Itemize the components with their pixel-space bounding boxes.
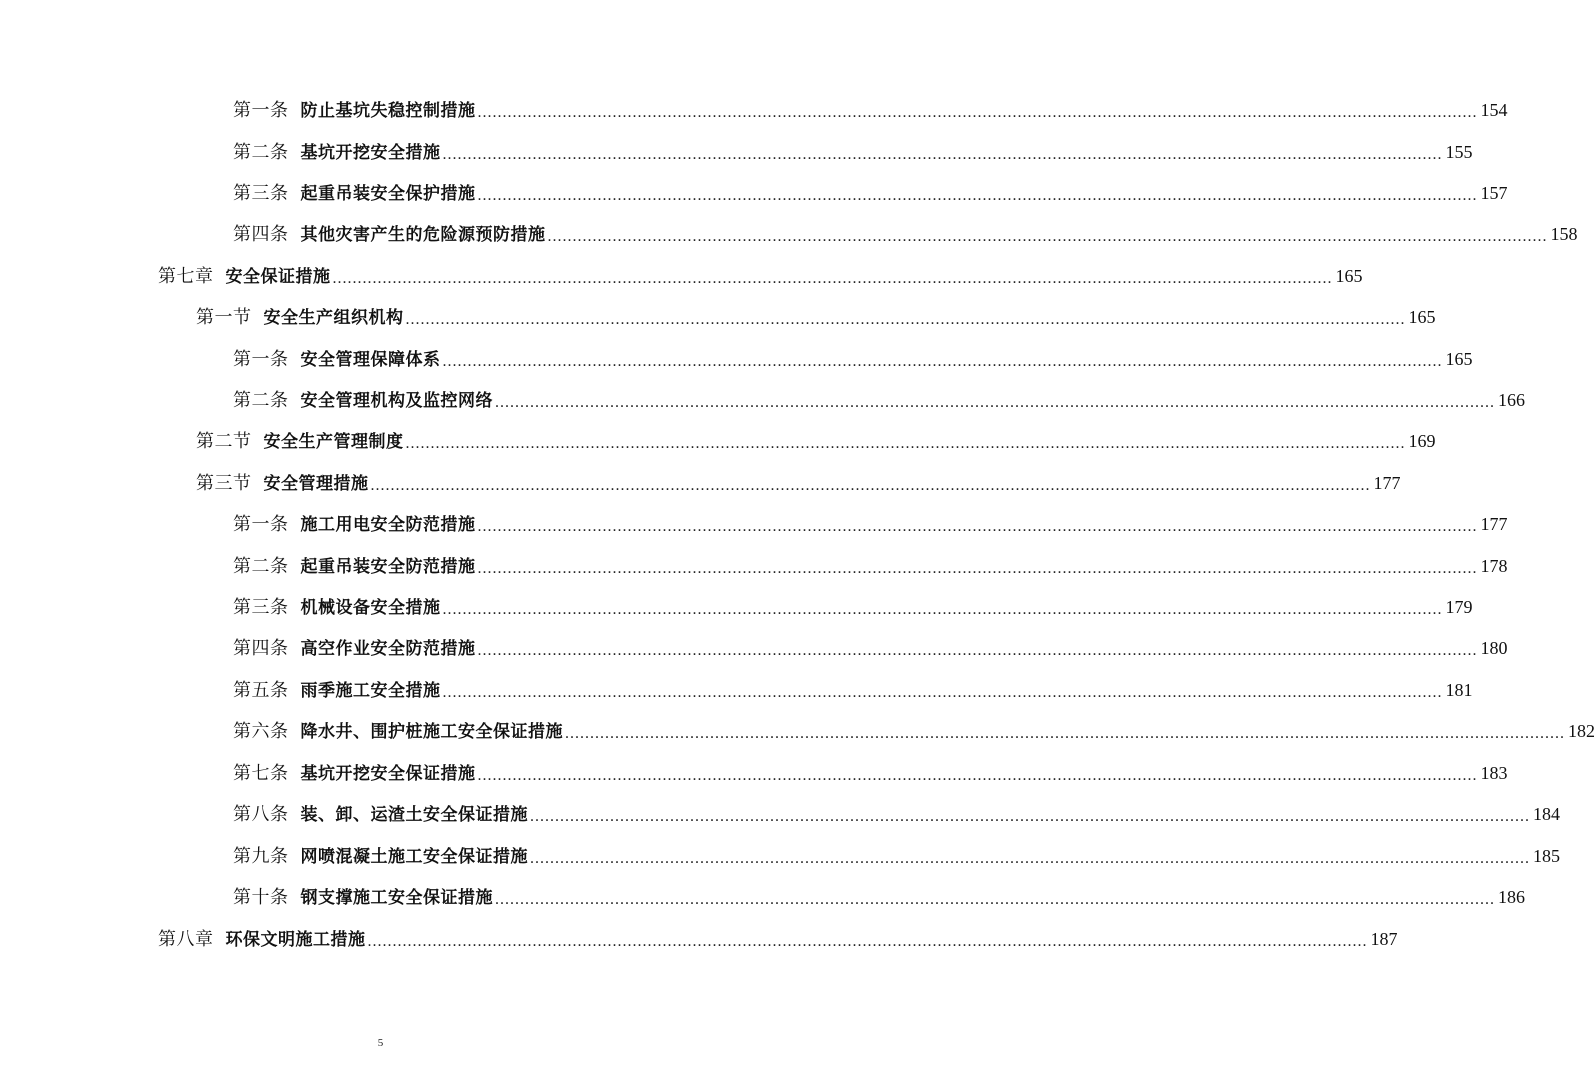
dot-leader: ........................................................................................................................................................................................................ (495, 394, 1495, 411)
toc-entry[interactable] (196, 426, 1436, 456)
dot-leader: ........................................................................................................................................................................................................ (367, 933, 1368, 950)
toc-entry-number: 第八章 (158, 929, 214, 949)
toc-entry[interactable] (158, 924, 1398, 954)
toc-entry-number: 第三条 (233, 597, 289, 617)
toc-entry-title: 施工用电安全防范措施 (300, 515, 476, 535)
toc-entry[interactable] (233, 799, 1560, 829)
dot-leader: ........................................................................................................................................................................................................ (477, 642, 1478, 659)
dot-leader: ........................................................................................................................................................................................................ (405, 435, 1406, 452)
toc-entry[interactable] (233, 385, 1525, 415)
toc-entry-title: 机械设备安全措施 (300, 598, 441, 618)
toc-entry-number: 第一条 (233, 514, 289, 534)
toc-entry-number: 第一节 (196, 307, 252, 327)
toc-entry-title: 安全生产管理制度 (263, 432, 404, 452)
toc-entry[interactable] (233, 219, 1578, 249)
toc-entry[interactable] (196, 468, 1401, 498)
toc-entry[interactable] (233, 344, 1473, 374)
dot-leader: ........................................................................................................................................................................................................ (477, 104, 1478, 121)
toc-entry[interactable] (233, 716, 1595, 746)
dot-leader: ........................................................................................................................................................................................................ (530, 808, 1530, 825)
toc-entry-number: 第二条 (233, 556, 289, 576)
toc-entry-number: 第四条 (233, 638, 289, 658)
dot-leader: ........................................................................................................................................................................................................ (477, 187, 1478, 204)
toc-entry[interactable] (233, 882, 1525, 912)
toc-entry-title: 基坑开挖安全措施 (300, 143, 441, 163)
toc-entry-page: 185 (1533, 846, 1560, 866)
toc-entry-title: 其他灾害产生的危险源预防措施 (300, 225, 546, 245)
toc-entry[interactable] (196, 302, 1436, 332)
toc-entry-title: 环保文明施工措施 (225, 930, 366, 950)
toc-entry-title: 安全保证措施 (225, 267, 331, 287)
toc-entry-page: 158 (1550, 224, 1578, 244)
dot-leader: ........................................................................................................................................................................................................ (442, 353, 1443, 370)
toc-entry-number: 第二节 (196, 431, 252, 451)
toc-entry[interactable] (233, 841, 1560, 871)
dot-leader: ........................................................................................................................................................................................................ (477, 560, 1478, 577)
toc-entry-number: 第十条 (233, 887, 289, 907)
toc-entry[interactable] (233, 675, 1473, 705)
toc-entry-page: 187 (1370, 929, 1398, 949)
toc-entry-title: 防止基坑失稳控制措施 (300, 101, 476, 121)
toc-entry-page: 165 (1445, 349, 1473, 369)
toc-entry-page: 165 (1335, 266, 1363, 286)
toc-entry-number: 第九条 (233, 846, 289, 866)
toc-entry-page: 183 (1480, 763, 1508, 783)
toc-entry[interactable] (233, 758, 1508, 788)
toc-entry[interactable] (233, 551, 1508, 581)
toc-entry-page: 182 (1568, 721, 1595, 741)
toc-entry[interactable] (233, 592, 1473, 622)
toc-entry-number: 第四条 (233, 224, 289, 244)
toc-entry-page: 157 (1480, 183, 1508, 203)
dot-leader: ........................................................................................................................................................................................................ (495, 891, 1495, 908)
toc-entry-page: 165 (1408, 307, 1436, 327)
toc-entry[interactable] (233, 95, 1508, 125)
toc-entry[interactable] (233, 509, 1508, 539)
toc-entry-page: 169 (1408, 431, 1436, 451)
toc-entry-title: 装、卸、运渣土安全保证措施 (300, 805, 528, 825)
toc-entry-number: 第七章 (158, 266, 214, 286)
toc-entry-number: 第六条 (233, 721, 289, 741)
toc-entry-page: 179 (1445, 597, 1473, 617)
toc-entry-title: 网喷混凝土施工安全保证措施 (300, 847, 528, 867)
dot-leader: ........................................................................................................................................................................................................ (370, 477, 1371, 494)
dot-leader: ........................................................................................................................................................................................................ (442, 146, 1443, 163)
toc-entry-number: 第二条 (233, 142, 289, 162)
toc-entry-page: 180 (1480, 638, 1508, 658)
toc-entry-number: 第五条 (233, 680, 289, 700)
toc-entry-title: 高空作业安全防范措施 (300, 639, 476, 659)
dot-leader: ........................................................................................................................................................................................................ (530, 850, 1530, 867)
toc-entry-title: 起重吊装安全保护措施 (300, 184, 476, 204)
dot-leader: ........................................................................................................................................................................................................ (477, 518, 1478, 535)
toc-entry-number: 第三条 (233, 183, 289, 203)
toc-entry-page: 155 (1445, 142, 1473, 162)
toc-entry-number: 第三节 (196, 473, 252, 493)
toc-entry-title: 安全管理措施 (263, 474, 369, 494)
toc-entry-page: 154 (1480, 100, 1508, 120)
page-number: 5 (377, 1037, 384, 1049)
toc-entry-page: 178 (1480, 556, 1508, 576)
dot-leader: ........................................................................................................................................................................................................ (332, 270, 1333, 287)
toc-entry-title: 降水井、围护桩施工安全保证措施 (300, 722, 563, 742)
toc-entry-page: 177 (1480, 514, 1508, 534)
dot-leader: ........................................................................................................................................................................................................ (565, 725, 1565, 742)
toc-entry-page: 186 (1498, 887, 1525, 907)
dot-leader: ........................................................................................................................................................................................................ (405, 311, 1406, 328)
toc-entry-title: 起重吊装安全防范措施 (300, 557, 476, 577)
toc-entry[interactable] (233, 137, 1473, 167)
toc-entry-number: 第二条 (233, 390, 289, 410)
toc-entry-title: 安全管理保障体系 (300, 350, 441, 370)
toc-entry-number: 第七条 (233, 763, 289, 783)
dot-leader: ........................................................................................................................................................................................................ (442, 684, 1443, 701)
dot-leader: ........................................................................................................................................................................................................ (442, 601, 1443, 618)
dot-leader: ........................................................................................................................................................................................................ (477, 767, 1478, 784)
dot-leader: ........................................................................................................................................................................................................ (547, 228, 1548, 245)
toc-entry-title: 雨季施工安全措施 (300, 681, 441, 701)
toc-entry-page: 166 (1498, 390, 1525, 410)
toc-entry[interactable] (233, 633, 1508, 663)
toc-entry[interactable] (233, 178, 1508, 208)
toc-entry-page: 184 (1533, 804, 1560, 824)
toc-entry-page: 181 (1445, 680, 1473, 700)
toc-entry-page: 177 (1373, 473, 1401, 493)
toc-entry-title: 安全生产组织机构 (263, 308, 404, 328)
toc-entry-number: 第八条 (233, 804, 289, 824)
toc-entry-title: 安全管理机构及监控网络 (300, 391, 493, 411)
toc-entry-number: 第一条 (233, 100, 289, 120)
toc-entry-title: 基坑开挖安全保证措施 (300, 764, 476, 784)
toc-entry-number: 第一条 (233, 349, 289, 369)
toc-entry[interactable] (158, 261, 1363, 291)
toc-entry-title: 钢支撑施工安全保证措施 (300, 888, 493, 908)
